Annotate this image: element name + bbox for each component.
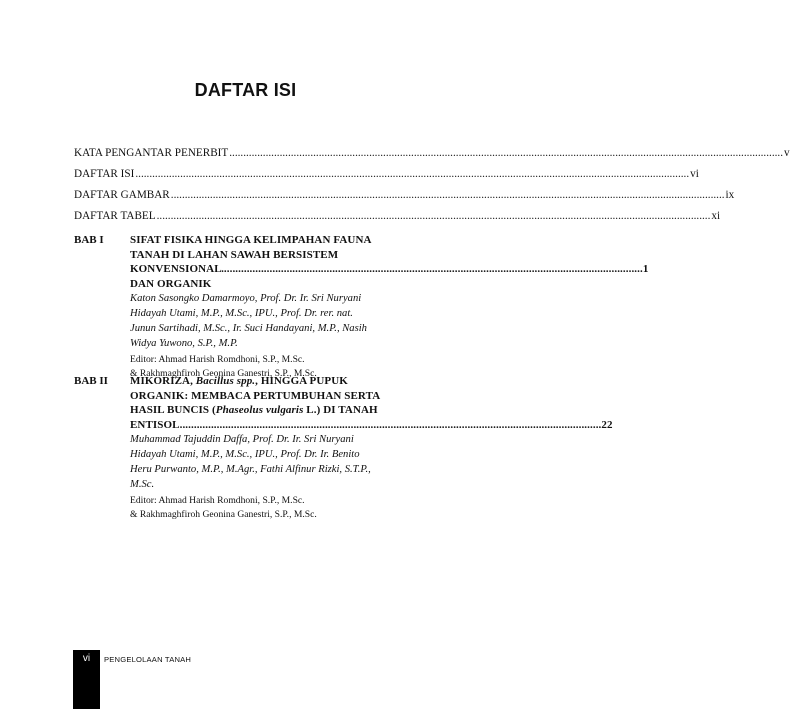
toc-front-matter [74, 145, 790, 229]
chapter-page: 1 [642, 263, 649, 276]
chapter-title-line: SIFAT FISIKA HINGGA KELIMPAHAN FAUNA [130, 234, 372, 246]
toc-entry-daftar-gambar[interactable] [74, 187, 735, 208]
author-line: Hidayah Utami, M.P., M.Sc., IPU., Prof. Dr. rer. nat. [130, 308, 353, 320]
toc-entry-daftar-tabel[interactable] [74, 208, 721, 229]
chapter-number: BAB I [74, 234, 104, 246]
title-text: , HINGGA PUPUK [255, 375, 348, 387]
chapter-title-line [130, 403, 613, 418]
chapter-body [130, 233, 648, 381]
footer-book-title: PENGELOLAAN TANAH [104, 655, 192, 664]
chapter-title-last-line [130, 418, 613, 433]
toc-entry-label: DAFTAR TABEL [74, 210, 156, 222]
footer-page-number: vi [82, 653, 91, 664]
page-title: DAFTAR ISI [194, 80, 297, 100]
author-line: M.Sc. [130, 478, 155, 490]
dot-leader [171, 187, 725, 203]
toc-entry-label: KATA PENGANTAR PENERBIT [74, 147, 229, 159]
dot-leader [157, 208, 711, 224]
author-line: Junun Sartihadi, M.Sc., Ir. Suci Handayani, M.P., Nasih [130, 322, 367, 334]
author-line: Heru Purwanto, M.P., M.Agr., Fathi Alfinur Rizki, S.T.P., [130, 463, 371, 475]
chapter-number: BAB II [74, 375, 108, 387]
chapter-title-line: ENTISOL [130, 418, 180, 431]
chapter-title-last-line [130, 262, 648, 291]
editor-line: Editor: Ahmad Harish Romdhoni, S.P., M.Sc. [130, 494, 305, 506]
dot-leader [135, 166, 689, 182]
title-text: HASIL BUNCIS ( [130, 404, 216, 417]
title-italic-text: Bacillus spp. [195, 375, 256, 387]
chapter-authors [130, 433, 613, 492]
dot-leader [229, 145, 783, 161]
chapter-page: 22 [601, 418, 613, 431]
toc-entry-page: v [784, 147, 790, 159]
chapter-title-line: TANAH DI LAHAN SAWAH BERSISTEM [130, 248, 339, 261]
toc-entry-page: vi [690, 168, 699, 180]
dot-leader [221, 262, 643, 277]
toc-entry-page: xi [711, 210, 721, 222]
author-line: Hidayah Utami, M.P., M.Sc., IPU., Prof. Dr. Ir. Benito [130, 449, 360, 461]
toc-entry-label: DAFTAR GAMBAR [74, 189, 170, 201]
chapter-authors [130, 292, 648, 351]
chapter-title-line: ORGANIK: MEMBACA PERTUMBUHAN SERTA [130, 389, 381, 402]
toc-entry-label: DAFTAR ISI [74, 168, 135, 180]
title-italic-text: Phaseolus vulgaris [215, 404, 304, 417]
editor-line: & Rakhmaghfiroh Geonina Ganestri, S.P., M.Sc. [130, 508, 317, 520]
title-text: L.) DI TANAH [303, 404, 378, 417]
editor-line: & Rakhmaghfiroh Geonina Ganestri, S.P., M.Sc. [130, 367, 317, 379]
author-line: Muhammad Tajuddin Daffa, Prof. Dr. Ir. Sri Nuryani [130, 434, 354, 446]
author-line: Katon Sasongko Damarmoyo, Prof. Dr. Ir. Sri Nuryani [130, 293, 362, 305]
toc-entry-page: ix [725, 189, 735, 201]
toc-chapter-1[interactable] [74, 233, 649, 381]
toc-chapter-2[interactable] [74, 374, 613, 522]
chapter-title-line [130, 374, 613, 389]
toc-entry-daftar-isi[interactable] [74, 166, 699, 187]
title-text: MIKORIZA, [130, 375, 196, 387]
dot-leader [180, 418, 602, 433]
chapter-editors [130, 494, 613, 522]
editor-line: Editor: Ahmad Harish Romdhoni, S.P., M.Sc. [130, 353, 305, 365]
chapter-body [130, 374, 613, 522]
chapter-title-line: KONVENSIONAL DAN ORGANIK [130, 263, 222, 290]
toc-entry-kata-pengantar[interactable] [74, 145, 790, 166]
author-line: Widya Yuwono, S.P., M.P. [130, 337, 238, 349]
